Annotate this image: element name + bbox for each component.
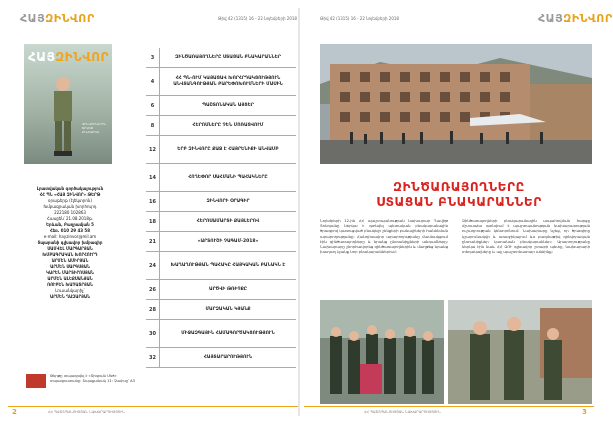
- toc-page-number: 30: [146, 320, 160, 347]
- cover-caption: ԶԻՆՎՈՐՆԵՐԻՆ ՏՐՎԵՑ ԲՆԱԿԱՐԱՆ: [82, 122, 106, 134]
- toc-title: ՄԱՐԶԱԿԱՆ ԿՅԱՆՔ: [205, 306, 251, 312]
- toc-entry: [146, 96, 296, 116]
- toc-page-number: 16: [146, 192, 160, 211]
- toc-page-number: 6: [146, 96, 160, 115]
- toc-entry: [146, 252, 296, 280]
- photo-ribbon-cutting: [320, 300, 444, 404]
- toc-page-number: 14: [146, 164, 160, 191]
- publisher-logo: [26, 374, 46, 388]
- footer-left: [8, 406, 298, 416]
- toc-page-number: 21: [146, 232, 160, 251]
- toc-page-number: 32: [146, 348, 160, 367]
- toc-entry: [146, 348, 296, 368]
- toc-title: ՀԵՐՈՍՆԵՐԸ ՉԵՆ ՄՈՌԱՑՎՈՒՄ: [192, 122, 264, 128]
- toc-title: ՀՈՂԵՓՈՐ ՍԱՀՄԱՆԻ ՊԱՀԱԿՆԵՐԸ: [188, 174, 268, 180]
- child-soldier-figure: [46, 74, 80, 158]
- toc-title: ՀԱՅՏԱՐԱՐՈՒԹՅՈՒՆ: [203, 354, 253, 360]
- toc-page-number: 26: [146, 280, 160, 299]
- toc-title: ԽԱՂԱՂՈՒԹՅԱՆ ՊԱՀԱԿԸ ՀԱՅԿԱԿԱՆ ԲԱՆԱԿՆ Է: [170, 262, 286, 268]
- toc-entry: [146, 320, 296, 348]
- toc-entry: [146, 164, 296, 192]
- page-number-left: 2: [12, 408, 17, 416]
- toc-entry: [146, 68, 296, 96]
- footer-right: [304, 406, 594, 416]
- toc-title: ՄԻՋԱԶԳԱՅԻՆ ՀԱՄԱԳՈՐԾԱԿՑՈՒԹՅՈՒՆ: [181, 330, 275, 336]
- toc-page-number: 28: [146, 300, 160, 319]
- toc-page-number: 4: [146, 68, 160, 95]
- issue-info-left: Թիվ 42 (1315) 16 - 22 նոյեմբերի 2018: [218, 16, 297, 21]
- imprint-block: Լրատվական գործակալություն ՀՀ ՊՆ «ՀԱՅ ԶԻՆՎՈՐ» ԹԵՐԹ օրաթերթ (էլեկտրոն) Խմբագրական խորհուրդ 222180 102863 Հասցեն՝ 21.08.2018թ. Երևան, Բաղրամյան 5 Հեռ. 010 29 43 58 e-mail: hayzinvor@mil.am Տպարանի գլխավոր խմբագիր ՍԱՄՎԵԼ ՄԱՐԳԱՐՅԱՆ ԽՄԲԱԳՐԱԿԱՆ ԽՈՐՀՈՒՐԴ ԱՐՄԵՆ ԱՄԻՐՅԱՆ ԱՐՄԵՆ ՍԱՐԳՍՅԱՆ ԿԱՐԵՆ ՄԱՐՏԻՐՈՍՅԱՆ ԱՐՄԵՆ ԱԼԵՔՍԱՆՅԱՆ ՌՈՒԲԵՆ ԽԱՉԱՏՐՅԱՆ Լուսանկարիչ՝ ԱՐՄԵՆ ՂԱԶԱՐՅԱՆ: [36, 186, 104, 299]
- cover-thumbnail: [24, 44, 112, 164]
- toc-entry: [146, 300, 296, 320]
- toc-title: ՊԱՇՏՈՆԱԿԱՆ ԱՅՑԵՐ: [202, 102, 254, 108]
- table-of-contents: [146, 48, 296, 368]
- spread-fold: [298, 8, 300, 416]
- right-page: [304, 8, 613, 416]
- masthead-logo-left: ՀԱՅԶԻՆՎՈՐ: [20, 12, 95, 25]
- toc-entry: [146, 192, 296, 212]
- toc-title: ԶԻՆՎՈՐԻ ՕՐԱԳԻՐ: [206, 198, 250, 204]
- left-page: [8, 8, 298, 416]
- toc-entry: [146, 212, 296, 232]
- footer-text-left: ՀՀ ՊԱՇՏՊԱՆՈՒԹՅԱՆ ՆԱԽԱՐԱՐՈՒԹՅՈՒՆ: [48, 410, 125, 414]
- toc-entry: [146, 136, 296, 164]
- article-body-col-1: Նոյեմբերի 12-ին ՀՀ պաշտպանության նախարար Դավիթ Տոնոյանը ներկա է գտնվել պետական բնակարանային ծրագրով կառուցված բնակելի շենքերի բանալիների հանձնման արարողությանը: Հանդիսավոր արարողությանը մասնակցում էին զինծառայողները և նրանց ընտանիքների անդամները: Նախարարը շնորհավորեց զինծառայողներին և մաղթեց նրանց խաղաղ կյանք նոր բնակարաններում:: [320, 218, 448, 255]
- photo-officers: [448, 300, 592, 404]
- toc-entry: [146, 48, 296, 68]
- toc-entry: [146, 280, 296, 300]
- toc-page-number: 8: [146, 116, 160, 135]
- toc-entry: [146, 116, 296, 136]
- article-body-col-2: Զինծառայողների բնակարանային ապահովման հարցը մշտապես գտնվում է պաշտպանության նախարարության ուշադրության կենտրոնում: Նախարարը նշեց, որ ծրագիրը կշարունակվի և առաջիկայում ևս բազմաթիվ զինվորական ընտանիքներ կստանան բնակարաններ: Արարողությանը ներկա էին նաև ՀՀ ԶՈՒ գլխավոր շտաբի պետը, նախարարի տեղակալները և այլ պաշտոնատար անձինք:: [462, 218, 590, 255]
- toc-entry: [146, 232, 296, 252]
- toc-title: ԱՐԾՎԻ ԹՌԻՉՔԸ: [209, 286, 247, 292]
- toc-page-number: 18: [146, 212, 160, 231]
- main-photo-building: [320, 44, 592, 164]
- toc-title: «ԱՐՏՈՒՇԻ ՉԱԳԱՄ-2018»: [197, 238, 259, 244]
- cover-logo: ՀԱՅԶԻՆՎՈՐ: [28, 50, 110, 64]
- issue-info-right: Թիվ 42 (1315) 16 - 22 նոյեմբերի 2018: [320, 16, 399, 21]
- page-number-right: 3: [582, 408, 587, 416]
- toc-page-number: 24: [146, 252, 160, 279]
- toc-page-number: 3: [146, 48, 160, 67]
- masthead-logo-right: ՀԱՅԶԻՆՎՈՐ: [538, 12, 613, 25]
- toc-title: ԶԻՆԾԱՌԱՅՈՂՆԵՐԸ ՍՏԱՑԱՆ ԲՆԱԿԱՐԱՆՆԵՐ: [175, 54, 281, 60]
- footer-text-right: ՀՀ ՊԱՇՏՊԱՆՈՒԹՅԱՆ ՆԱԽԱՐԱՐՈՒԹՅՈՒՆ: [364, 410, 441, 414]
- print-note: Թերթը տպագրվել է «Տիգրան Մեծ» տպագրատանը: Տպաքանակ 11: Չափսը՝ А3: [50, 374, 135, 383]
- toc-page-number: 12: [146, 136, 160, 163]
- article-headline: ԶԻՆԾԱՌԱՅՈՂՆԵՐԸ ՍՏԱՑԱՆ ԲՆԱԿԱՐԱՆՆԵՐ: [376, 180, 542, 209]
- toc-title: ՀԵՐՈՍԱՄԱՐՏԻ ՔԱՅԼԵՐՈՎ: [196, 218, 260, 224]
- toc-title: ՀՀ ՊՆ-ՈՒՄ ԿԱՅԱՑԱՎ ԽՈՐՀՐԴԱԿՑՈՒԹՅՈՒՆ ԱՆՎՏԱՆԳՈՒԹՅԱՆ ԲԱՐԵՓՈԽՈՒՄՆԵՐԻ ՄԱՍԻՆ: [173, 75, 283, 87]
- toc-title: ԵՐԲ ԶԻՆՎՈՐԸ ՔԱՋ Է ՀԱՅՐԵՆԻՔԻ ԱՆՎԱՄԲ: [177, 146, 279, 152]
